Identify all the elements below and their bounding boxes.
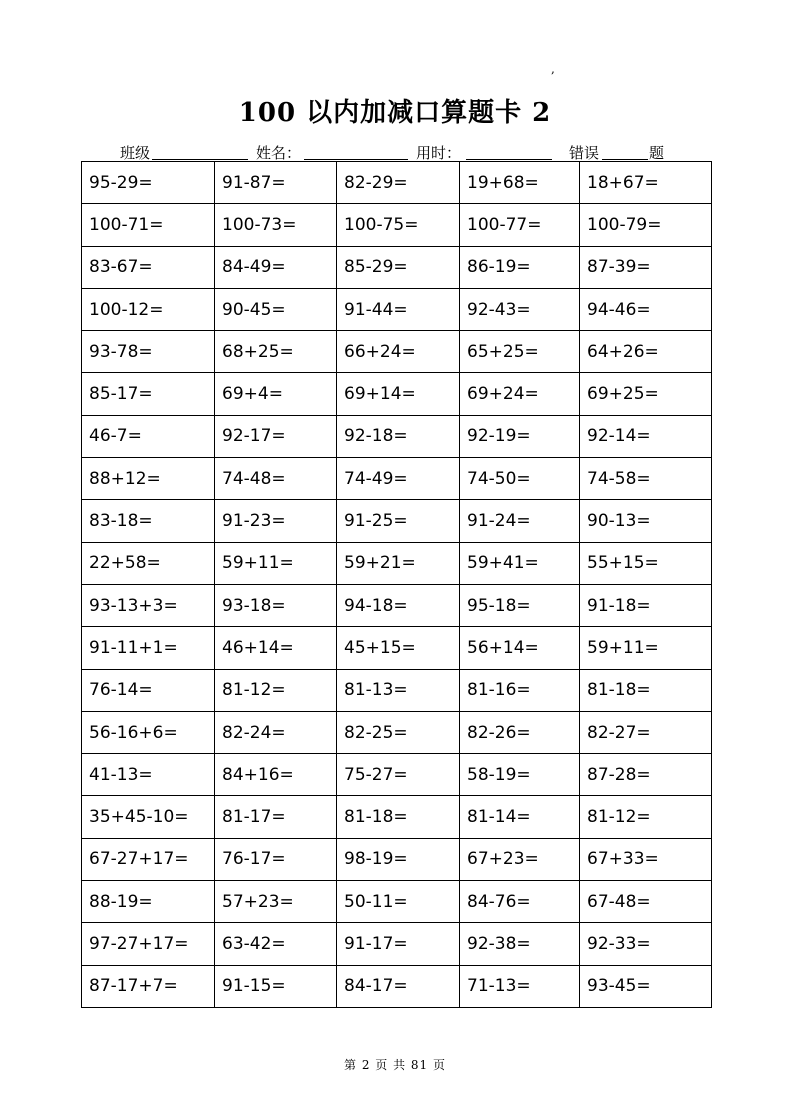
problem-cell: 68+25= bbox=[215, 331, 337, 373]
page-footer: 第 2 页 共 81 页 bbox=[344, 1058, 446, 1072]
problem-cell: 65+25= bbox=[460, 331, 580, 373]
problem-cell: 81-12= bbox=[215, 669, 337, 711]
problem-cell: 88+12= bbox=[82, 458, 215, 500]
class-label: 班级 bbox=[120, 144, 151, 162]
problem-cell: 45+15= bbox=[337, 627, 460, 669]
problem-cell: 75-27= bbox=[337, 754, 460, 796]
problem-cell: 41-13= bbox=[82, 754, 215, 796]
problem-cell: 81-14= bbox=[460, 796, 580, 838]
problem-cell: 94-46= bbox=[580, 288, 712, 330]
problem-cell: 67-48= bbox=[580, 881, 712, 923]
table-row bbox=[82, 627, 712, 669]
problem-cell: 100-12= bbox=[82, 288, 215, 330]
problem-cell: 88-19= bbox=[82, 881, 215, 923]
problem-cell: 81-17= bbox=[215, 796, 337, 838]
problem-cell: 56+14= bbox=[460, 627, 580, 669]
problem-cell: 91-23= bbox=[215, 500, 337, 542]
problem-cell: 69+25= bbox=[580, 373, 712, 415]
problem-cell: 67-27+17= bbox=[82, 838, 215, 880]
problem-cell: 91-11+1= bbox=[82, 627, 215, 669]
table-row bbox=[82, 415, 712, 457]
problem-cell: 91-24= bbox=[460, 500, 580, 542]
problem-cell: 91-18= bbox=[580, 584, 712, 626]
problem-cell: 91-44= bbox=[337, 288, 460, 330]
problem-cell: 81-16= bbox=[460, 669, 580, 711]
problem-cell: 90-13= bbox=[580, 500, 712, 542]
problem-cell: 86-19= bbox=[460, 246, 580, 288]
table-row bbox=[82, 711, 712, 753]
name-blank bbox=[304, 159, 408, 160]
problem-cell: 100-73= bbox=[215, 204, 337, 246]
table-row bbox=[82, 162, 712, 204]
page-title: 100 以内加减口算题卡 2 bbox=[238, 98, 552, 128]
stray-mark: , bbox=[551, 62, 555, 76]
problem-cell: 82-26= bbox=[460, 711, 580, 753]
problem-cell: 74-48= bbox=[215, 458, 337, 500]
problem-cell: 82-25= bbox=[337, 711, 460, 753]
problem-cell: 22+58= bbox=[82, 542, 215, 584]
problem-cell: 91-17= bbox=[337, 923, 460, 965]
table-row bbox=[82, 373, 712, 415]
problem-cell: 74-50= bbox=[460, 458, 580, 500]
problem-cell: 92-33= bbox=[580, 923, 712, 965]
problem-cell: 46+14= bbox=[215, 627, 337, 669]
table-row bbox=[82, 331, 712, 373]
problem-cell: 92-38= bbox=[460, 923, 580, 965]
problem-cell: 97-27+17= bbox=[82, 923, 215, 965]
problem-cell: 82-24= bbox=[215, 711, 337, 753]
problem-cell: 100-79= bbox=[580, 204, 712, 246]
table-row bbox=[82, 965, 712, 1007]
table-row bbox=[82, 669, 712, 711]
error-blank bbox=[602, 159, 648, 160]
problem-cell: 74-58= bbox=[580, 458, 712, 500]
name-label: 姓名： bbox=[256, 144, 302, 162]
table-row bbox=[82, 204, 712, 246]
problem-cell: 59+21= bbox=[337, 542, 460, 584]
table-row bbox=[82, 838, 712, 880]
problem-cell: 87-39= bbox=[580, 246, 712, 288]
table-row bbox=[82, 500, 712, 542]
table-row bbox=[82, 584, 712, 626]
problem-cell: 92-18= bbox=[337, 415, 460, 457]
problem-cell: 92-19= bbox=[460, 415, 580, 457]
table-row bbox=[82, 246, 712, 288]
problem-cell: 92-43= bbox=[460, 288, 580, 330]
table-row bbox=[82, 288, 712, 330]
problem-cell: 93-18= bbox=[215, 584, 337, 626]
problem-cell: 69+24= bbox=[460, 373, 580, 415]
problem-cell: 85-29= bbox=[337, 246, 460, 288]
problem-cell: 85-17= bbox=[82, 373, 215, 415]
problem-cell: 55+15= bbox=[580, 542, 712, 584]
problem-cell: 83-18= bbox=[82, 500, 215, 542]
problem-cell: 98-19= bbox=[337, 838, 460, 880]
problem-cell: 81-18= bbox=[337, 796, 460, 838]
time-blank bbox=[466, 159, 552, 160]
class-blank bbox=[152, 159, 248, 160]
problem-cell: 100-75= bbox=[337, 204, 460, 246]
problem-cell: 95-18= bbox=[460, 584, 580, 626]
problem-cell: 69+4= bbox=[215, 373, 337, 415]
problem-cell: 93-78= bbox=[82, 331, 215, 373]
problem-cell: 67+23= bbox=[460, 838, 580, 880]
problem-cell: 91-87= bbox=[215, 162, 337, 204]
problem-cell: 69+14= bbox=[337, 373, 460, 415]
problem-cell: 35+45-10= bbox=[82, 796, 215, 838]
problem-cell: 18+67= bbox=[580, 162, 712, 204]
problem-cell: 82-27= bbox=[580, 711, 712, 753]
problem-cell: 71-13= bbox=[460, 965, 580, 1007]
problem-cell: 93-13+3= bbox=[82, 584, 215, 626]
problem-cell: 19+68= bbox=[460, 162, 580, 204]
problem-cell: 90-45= bbox=[215, 288, 337, 330]
problem-cell: 67+33= bbox=[580, 838, 712, 880]
problem-cell: 84-76= bbox=[460, 881, 580, 923]
problem-cell: 93-45= bbox=[580, 965, 712, 1007]
table-row bbox=[82, 754, 712, 796]
problem-cell: 84-17= bbox=[337, 965, 460, 1007]
problem-cell: 66+24= bbox=[337, 331, 460, 373]
problem-cell: 81-18= bbox=[580, 669, 712, 711]
problem-cell: 81-13= bbox=[337, 669, 460, 711]
problem-cell: 100-77= bbox=[460, 204, 580, 246]
problem-cell: 87-17+7= bbox=[82, 965, 215, 1007]
table-row bbox=[82, 796, 712, 838]
table-row bbox=[82, 542, 712, 584]
problem-grid bbox=[81, 161, 712, 1008]
problem-cell: 56-16+6= bbox=[82, 711, 215, 753]
problem-cell: 94-18= bbox=[337, 584, 460, 626]
table-row bbox=[82, 458, 712, 500]
table-row bbox=[82, 923, 712, 965]
problem-cell: 64+26= bbox=[580, 331, 712, 373]
problem-cell: 59+41= bbox=[460, 542, 580, 584]
problem-cell: 81-12= bbox=[580, 796, 712, 838]
problem-cell: 58-19= bbox=[460, 754, 580, 796]
problem-cell: 57+23= bbox=[215, 881, 337, 923]
error-label: 错误 bbox=[569, 144, 600, 162]
problem-cell: 84-49= bbox=[215, 246, 337, 288]
problem-cell: 76-14= bbox=[82, 669, 215, 711]
problem-cell: 92-14= bbox=[580, 415, 712, 457]
problem-cell: 92-17= bbox=[215, 415, 337, 457]
problem-cell: 76-17= bbox=[215, 838, 337, 880]
problem-cell: 59+11= bbox=[580, 627, 712, 669]
problem-cell: 91-25= bbox=[337, 500, 460, 542]
problem-cell: 83-67= bbox=[82, 246, 215, 288]
problem-cell: 91-15= bbox=[215, 965, 337, 1007]
problem-cell: 46-7= bbox=[82, 415, 215, 457]
problem-cell: 84+16= bbox=[215, 754, 337, 796]
problem-cell: 100-71= bbox=[82, 204, 215, 246]
problem-cell: 82-29= bbox=[337, 162, 460, 204]
time-label: 用时： bbox=[416, 144, 462, 162]
problem-cell: 95-29= bbox=[82, 162, 215, 204]
problem-cell: 50-11= bbox=[337, 881, 460, 923]
problem-cell: 87-28= bbox=[580, 754, 712, 796]
problem-cell: 59+11= bbox=[215, 542, 337, 584]
problem-cell: 74-49= bbox=[337, 458, 460, 500]
problem-cell: 63-42= bbox=[215, 923, 337, 965]
error-suffix: 题 bbox=[649, 144, 665, 162]
table-row bbox=[82, 881, 712, 923]
